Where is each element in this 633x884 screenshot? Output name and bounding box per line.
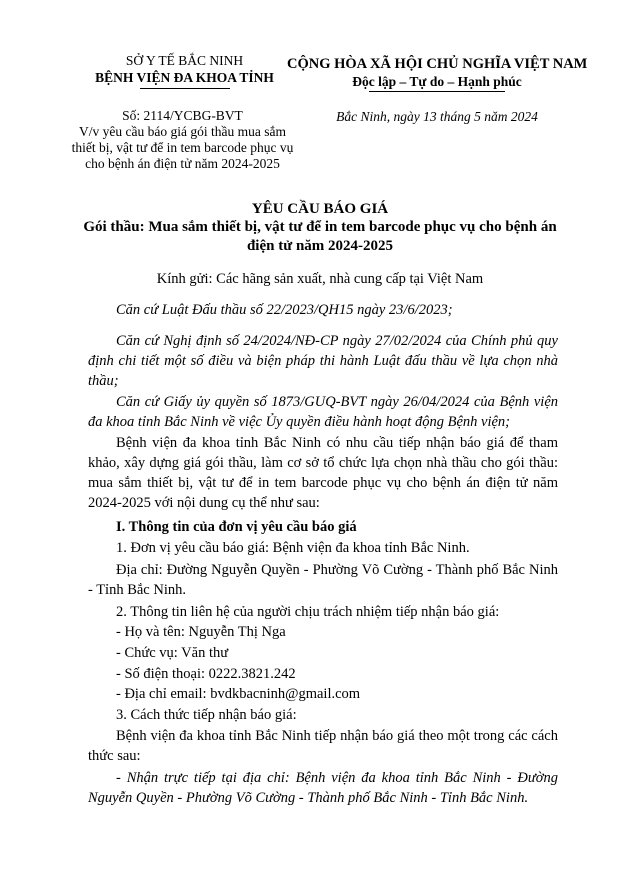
document-date: Bắc Ninh, ngày 13 tháng 5 năm 2024 bbox=[336, 109, 538, 124]
national-motto: Độc lập – Tự do – Hạnh phúc bbox=[352, 74, 522, 89]
intro-paragraph: Bệnh viện đa khoa tỉnh Bắc Ninh có nhu cầu tiếp nhận báo giá để tham khảo, xây dựng giá gói thầu, làm cơ sở tổ chức lựa chọn nhà thầu cho gói thầu: mua sắm thiết bị, vật tư để in tem barcode phục vụ cho bệnh án điện tử năm 2024-2025 với nội dung cụ thể như sau: bbox=[88, 435, 558, 511]
item-receive-method: 3. Cách thức tiếp nhận báo giá: bbox=[116, 707, 297, 723]
header-underline-right bbox=[369, 91, 505, 92]
receive-direct: - Nhận trực tiếp tại địa chỉ: Bệnh viện đa khoa tỉnh Bắc Ninh - Đường Nguyễn Quyền - Phường Võ Cường - Thành phố Bắc Ninh - Tỉnh Bắc Ninh. bbox=[88, 770, 558, 806]
republic-title: CỘNG HÒA XÃ HỘI CHỦ NGHĨA VIỆT NAM bbox=[287, 56, 588, 72]
contact-position: - Chức vụ: Văn thư bbox=[116, 645, 229, 661]
hospital-name: BỆNH VIỆN ĐA KHOA TỈNH bbox=[95, 70, 274, 85]
document-title: YÊU CẦU BÁO GIÁ bbox=[251, 201, 389, 217]
contact-name: - Họ và tên: Nguyễn Thị Nga bbox=[116, 624, 286, 640]
department-name: SỞ Y TẾ BẮC NINH bbox=[125, 53, 244, 68]
document-subject: V/v yêu cầu báo giá gói thầu mua sắm thiết bị, vật tư để in tem barcode phục vụ cho bệnh án điện tử năm 2024-2025 bbox=[71, 124, 294, 171]
receive-paragraph: Bệnh viện đa khoa tỉnh Bắc Ninh tiếp nhận báo giá theo một trong các cách thức sau: bbox=[88, 728, 558, 764]
contact-phone: - Số điện thoại: 0222.3821.242 bbox=[116, 666, 296, 682]
item-address: Địa chỉ: Đường Nguyễn Quyền - Phường Võ Cường - Thành phố Bắc Ninh - Tỉnh Bắc Ninh. bbox=[88, 562, 558, 598]
item-unit: 1. Đơn vị yêu cầu báo giá: Bệnh viện đa khoa tỉnh Bắc Ninh. bbox=[116, 540, 470, 556]
header-underline-left bbox=[140, 88, 230, 89]
package-title: Gói thầu: Mua sắm thiết bị, vật tư để in tem barcode phục vụ cho bệnh án điện tử năm 2024-2025 bbox=[83, 219, 557, 254]
basis-decree: Căn cứ Nghị định số 24/2024/NĐ-CP ngày 27/02/2024 của Chính phủ quy định chi tiết một số điều và biện pháp thi hành Luật đấu thầu về lựa chọn nhà thầu; bbox=[88, 333, 558, 389]
item-contact: 2. Thông tin liên hệ của người chịu trách nhiệm tiếp nhận báo giá: bbox=[116, 604, 500, 620]
contact-email: - Địa chỉ email: bvdkbacninh@gmail.com bbox=[116, 686, 361, 702]
document-number: Số: 2114/YCBG-BVT bbox=[122, 108, 243, 123]
greeting: Kính gửi: Các hãng sản xuất, nhà cung cấp tại Việt Nam bbox=[156, 271, 484, 287]
basis-law: Căn cứ Luật Đấu thầu số 22/2023/QH15 ngày 23/6/2023; bbox=[116, 302, 453, 318]
section-heading: I. Thông tin của đơn vị yêu cầu báo giá bbox=[116, 519, 357, 535]
basis-authorization: Căn cứ Giấy ủy quyền số 1873/GUQ-BVT ngày 26/04/2024 của Bệnh viện đa khoa tỉnh Bắc Ninh về việc Ủy quyền điều hành hoạt động Bệnh viện; bbox=[88, 394, 558, 430]
